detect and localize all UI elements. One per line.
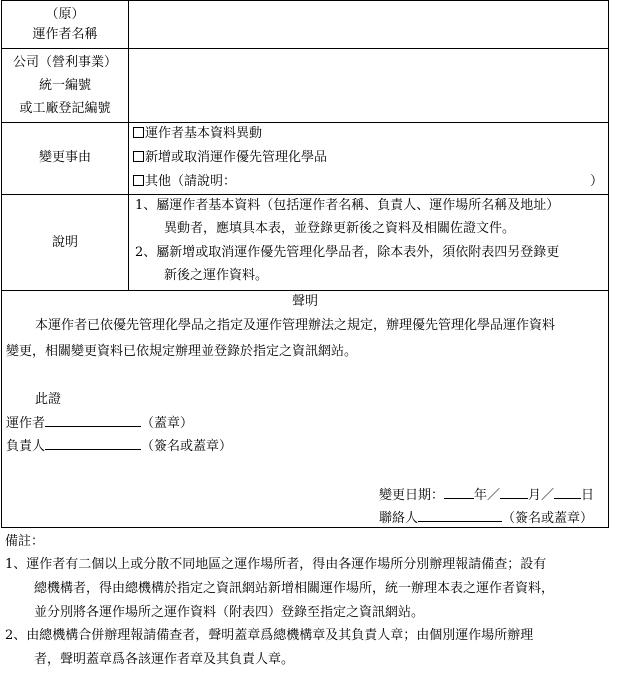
explanation-2-line-2: 新後之運作資料。 xyxy=(164,268,269,283)
contact-note: （簽名或蓋章） xyxy=(502,511,594,526)
note-1-line-3: 並分別將各運作場所之運作資料（附表四）登錄至指定之資訊網站。 xyxy=(34,605,425,620)
declaration-title: 聲明 xyxy=(291,294,318,309)
option-other[interactable] xyxy=(133,174,236,190)
change-date-label: 變更日期： xyxy=(379,488,445,503)
notes-title: 備註： xyxy=(5,534,45,549)
row-divider xyxy=(2,122,608,123)
change-date-row xyxy=(379,487,594,504)
note-1-line-2: 總機構者，得由總機構於指定之資訊網站新增相關運作場所，統一辦理本表之運作者資料， xyxy=(34,581,555,596)
explanation-1-line-1: 1、屬運作者基本資料（包括運作者名稱、負責人、運作場所名稱及地址） xyxy=(135,198,560,213)
month-label: 月／ xyxy=(528,488,555,503)
explanation-label: 說明 xyxy=(51,235,78,250)
year-field[interactable] xyxy=(444,487,474,499)
year-label: 年／ xyxy=(474,488,501,503)
declaration-body-2: 變更，相關變更資料已依規定辦理並登錄於指定之資訊網站。 xyxy=(6,344,358,359)
option-other-close: ） xyxy=(590,174,604,189)
former-name-label-1: （原） xyxy=(45,7,85,22)
option-basic-data[interactable] xyxy=(133,126,262,142)
note-2-line-1: 2、由總機構合併辦理報請備查者，聲明蓋章爲總機構章及其負責人章；由個別運作場所辦理 xyxy=(5,628,534,643)
checkbox[interactable] xyxy=(133,151,144,162)
operator-signature-line[interactable] xyxy=(45,415,141,427)
owner-label: 負責人 xyxy=(6,439,46,454)
change-form xyxy=(1,0,609,528)
contact-signature-line[interactable] xyxy=(418,510,502,522)
option-label: 其他（請說明： xyxy=(145,174,237,189)
checkbox[interactable] xyxy=(133,127,144,138)
checkbox[interactable] xyxy=(133,175,144,186)
declaration-body-1: 本運作者已依優先管理化學品之指定及運作管理辦法之規定，辦理優先管理化學品運作資料 xyxy=(35,318,556,333)
company-id-label-2: 統一編號 xyxy=(38,78,91,93)
owner-note: （簽名或蓋章） xyxy=(141,439,233,454)
contact-label: 聯絡人 xyxy=(379,511,419,526)
change-reason-label: 變更事由 xyxy=(38,150,91,165)
explanation-1-line-2: 異動者，應填具本表，並登錄更新後之資料及相關佐證文件。 xyxy=(164,221,516,236)
operator-signature-row xyxy=(6,415,193,432)
former-name-field[interactable] xyxy=(129,1,608,48)
company-id-label-3: 或工廠登記編號 xyxy=(19,101,111,116)
contact-row xyxy=(379,510,593,527)
month-field[interactable] xyxy=(500,487,528,499)
note-2-line-2: 者，聲明蓋章爲各該運作者章及其負責人章。 xyxy=(34,652,295,667)
row-divider xyxy=(2,290,608,291)
certify-text: 此證 xyxy=(35,392,62,407)
owner-signature-row xyxy=(6,438,232,455)
explanation-2-line-1: 2、屬新增或取消運作優先管理化學品者，除本表外，須依附表四另登錄更 xyxy=(135,245,560,260)
day-label: 日 xyxy=(581,488,595,503)
operator-note: （蓋章） xyxy=(141,416,194,431)
option-label: 運作者基本資料異動 xyxy=(145,126,263,141)
operator-label: 運作者 xyxy=(6,416,46,431)
option-add-remove-chemical[interactable] xyxy=(133,150,327,166)
note-1-line-1: 1、運作者有二個以上或分散不同地區之運作場所者，得由各運作場所分別辦理報請備查；設有 xyxy=(5,557,547,572)
company-id-field[interactable] xyxy=(129,49,608,122)
former-name-label-2: 運作者名稱 xyxy=(32,27,98,42)
day-field[interactable] xyxy=(554,487,581,499)
owner-signature-line[interactable] xyxy=(45,438,141,450)
company-id-label-1: 公司（營利事業） xyxy=(12,55,117,70)
row-divider xyxy=(2,194,608,195)
option-label: 新增或取消運作優先管理化學品 xyxy=(145,150,328,165)
